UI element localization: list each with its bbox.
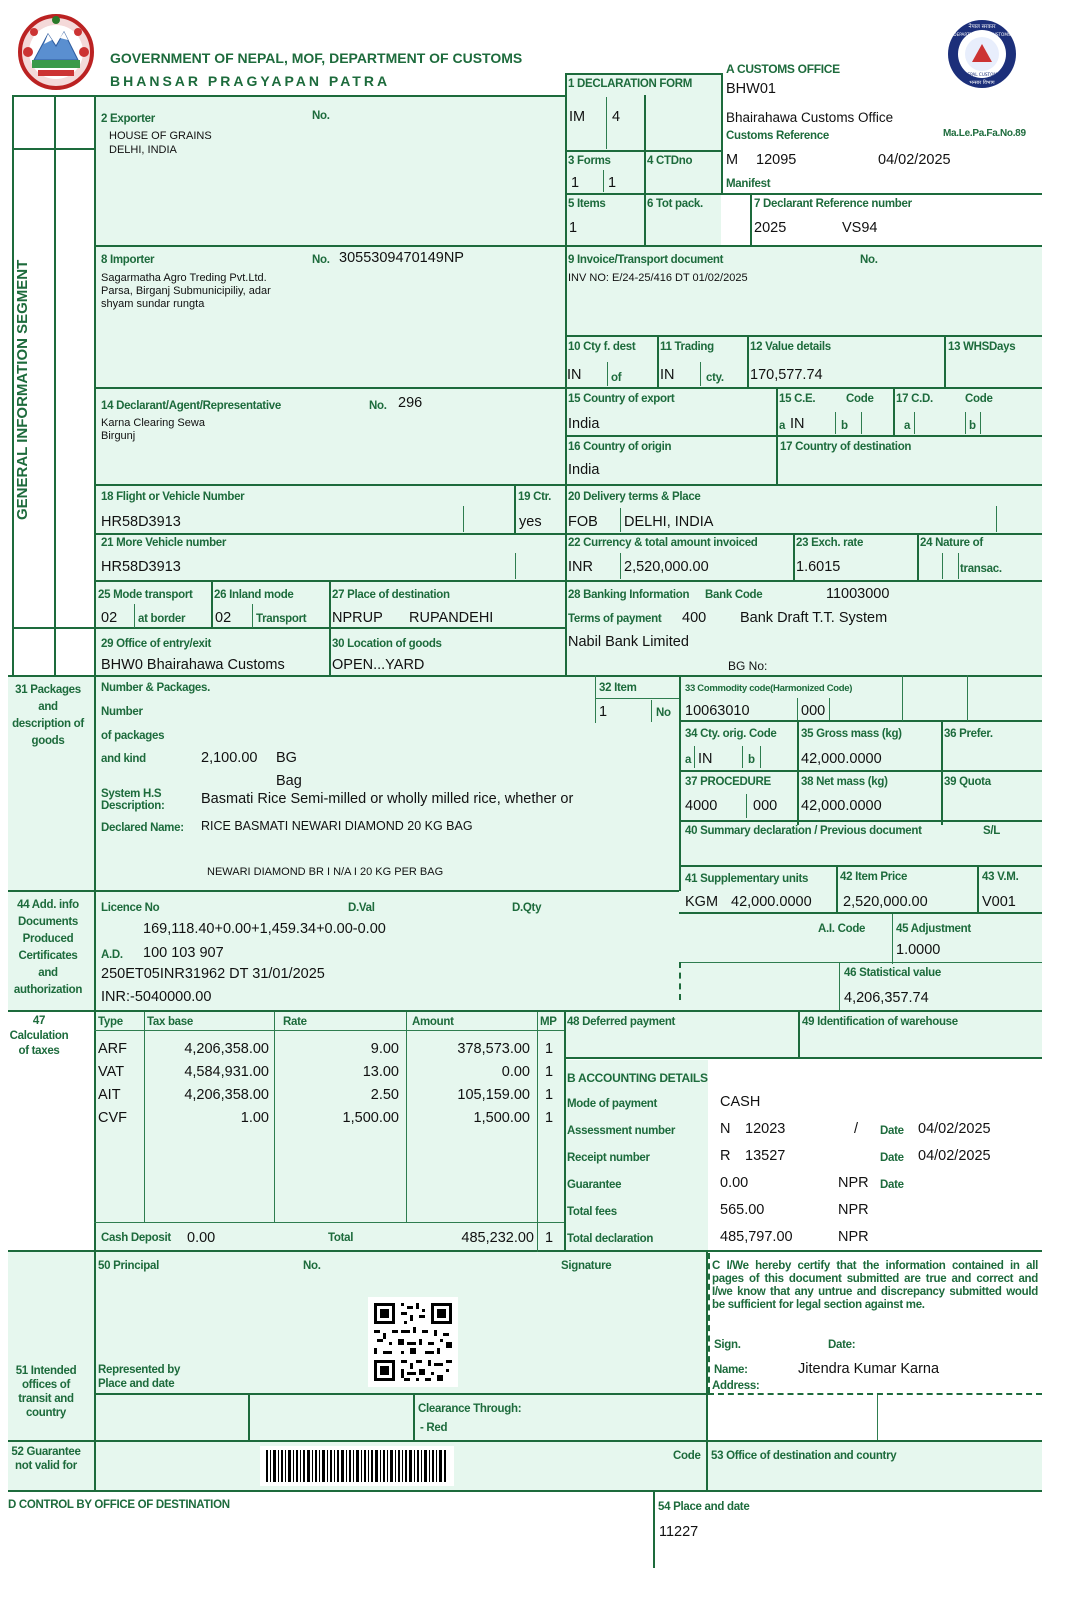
bank-code: 11003000 bbox=[826, 586, 890, 602]
place-destination-label: 27 Place of destination bbox=[332, 589, 450, 601]
general-segment-label: GENERAL INFORMATION SEGMENT bbox=[14, 259, 31, 520]
adjustment-label: 45 Adjustment bbox=[896, 923, 971, 935]
whs-days-label: 13 WHSDays bbox=[948, 341, 1016, 353]
country-origin: India bbox=[568, 462, 600, 478]
tax-header-type: Type bbox=[98, 1016, 123, 1028]
guarantee-date-label: Date bbox=[880, 1179, 904, 1191]
item-no-label: No bbox=[656, 707, 671, 719]
additional-info-label: 44 Add. info Documents Produced Certificates and authorization bbox=[13, 899, 83, 996]
terms-payment: Bank Draft T.T. System bbox=[740, 610, 888, 626]
invoice-label: 9 Invoice/Transport document bbox=[568, 254, 724, 266]
name-label: Name: bbox=[714, 1364, 748, 1376]
declared-name: RICE BASMATI NEWARI DIAMOND 20 KG BAG bbox=[201, 819, 473, 833]
exchange-rate: 1.6015 bbox=[796, 559, 841, 575]
office-entry-label: 29 Office of entry/exit bbox=[101, 638, 212, 650]
gross-mass: 42,000.0000 bbox=[801, 751, 882, 767]
declarant-label: 14 Declarant/Agent/Representative bbox=[101, 400, 281, 412]
location-goods-label: 30 Location of goods bbox=[332, 638, 442, 650]
tax-type: AIT bbox=[98, 1087, 121, 1103]
warehouse-label: 49 Identification of warehouse bbox=[802, 1016, 958, 1028]
origin-a-label: a bbox=[685, 754, 692, 766]
origin-code-label: 34 Cty. orig. Code bbox=[685, 728, 777, 740]
declaration-form-type: IM bbox=[569, 109, 586, 125]
value-details: 170,577.74 bbox=[750, 367, 823, 383]
tax-mp: 1 bbox=[545, 1110, 554, 1126]
place-destination-code: NPRUP bbox=[332, 610, 383, 626]
principal-no-label: No. bbox=[303, 1260, 321, 1272]
manifest-date: 04/02/2025 bbox=[878, 152, 951, 168]
reference-line: 250ET05INR31962 DT 31/01/2025 bbox=[101, 966, 325, 982]
value-details-label: 12 Value details bbox=[750, 341, 831, 353]
exporter-label: 2 Exporter bbox=[101, 113, 155, 125]
location-goods: OPEN...YARD bbox=[332, 657, 425, 673]
statistical-value: 4,206,357.74 bbox=[844, 990, 929, 1006]
tax-header-mp: MP bbox=[540, 1016, 557, 1028]
ce-a-label: a bbox=[779, 420, 786, 432]
supplementary-units-label: 41 Supplementary units bbox=[685, 873, 809, 885]
and-kind-label: and kind bbox=[101, 753, 146, 765]
tax-mp: 1 bbox=[545, 1041, 554, 1057]
declarant-reference-label: 7 Declarant Reference number bbox=[754, 198, 912, 210]
mode-transport: 02 bbox=[101, 610, 118, 626]
tax-base: 1.00 bbox=[240, 1110, 269, 1126]
inland-mode-label: 26 Inland mode bbox=[214, 589, 294, 601]
certification-text: C I/We hereby certify that the information contained in all pages of this document submitted are true and correct and I/we know that any untrue and discrepancy submitted would be sufficient for legal section against me. bbox=[712, 1260, 1038, 1311]
flight-label: 18 Flight or Vehicle Number bbox=[101, 491, 245, 503]
item-price: 2,520,000.00 bbox=[843, 894, 928, 910]
more-vehicle-number: HR58D3913 bbox=[101, 559, 181, 575]
preference-label: 36 Prefer. bbox=[944, 728, 993, 740]
assessment-slash: / bbox=[854, 1121, 859, 1137]
invoiced-amount: 2,520,000.00 bbox=[624, 559, 709, 575]
more-vehicle-label: 21 More Vehicle number bbox=[101, 537, 227, 549]
flight-number: HR58D3913 bbox=[101, 514, 181, 530]
nepal-emblem-logo bbox=[14, 12, 98, 92]
package-kind-code: BG bbox=[276, 750, 297, 766]
package-kind-name: Bag bbox=[276, 773, 302, 789]
receipt-type: R bbox=[720, 1148, 731, 1164]
tax-total-label: Total bbox=[328, 1232, 354, 1244]
declared-values-line: 169,118.40+0.00+1,459.34+0.00-0.00 bbox=[143, 921, 386, 937]
vm-value: V001 bbox=[982, 894, 1016, 910]
supplementary-quantity: 42,000.0000 bbox=[731, 894, 812, 910]
place-destination-name: RUPANDEHI bbox=[409, 610, 494, 626]
tax-type: ARF bbox=[98, 1041, 127, 1057]
guarantee-value: 0.00 bbox=[720, 1175, 749, 1191]
dval-label: D.Val bbox=[348, 902, 375, 914]
certifier-name: Jitendra Kumar Karna bbox=[798, 1361, 940, 1377]
declarant-no-label: No. bbox=[369, 400, 387, 412]
commodity-code-ext: 000 bbox=[801, 703, 826, 719]
address-label: Address: bbox=[712, 1380, 760, 1392]
cd-code-label: Code bbox=[965, 393, 993, 405]
manifest-type: M bbox=[726, 152, 739, 168]
item-price-label: 42 Item Price bbox=[840, 871, 908, 883]
declaration-form-number: 4 bbox=[612, 109, 621, 125]
represented-by-label: Represented by bbox=[98, 1364, 181, 1376]
ad-label: A.D. bbox=[101, 949, 123, 961]
delivery-term: FOB bbox=[568, 514, 598, 530]
forms-label: 3 Forms bbox=[568, 155, 611, 167]
signature-label: Signature bbox=[561, 1260, 612, 1272]
dqty-label: D.Qty bbox=[512, 902, 542, 914]
svg-text:NEPAL CUSTOMS: NEPAL CUSTOMS bbox=[964, 72, 1000, 77]
importer-number: 3055309470149NP bbox=[339, 250, 464, 266]
items-value: 1 bbox=[569, 220, 578, 236]
procedure-ext: 000 bbox=[753, 798, 778, 814]
of-label: of bbox=[611, 372, 622, 384]
container-value: yes bbox=[519, 514, 542, 530]
guarantee-not-valid-label: 52 Guarantee not valid for bbox=[11, 1446, 81, 1472]
transac-label: transac. bbox=[960, 563, 1002, 575]
importer-address: Parsa, Birganj Submunicipiliy, adar bbox=[101, 285, 271, 297]
payment-mode: CASH bbox=[720, 1094, 761, 1110]
country-export-label: 15 Country of export bbox=[568, 393, 675, 405]
tax-header-base: Tax base bbox=[147, 1016, 193, 1028]
assessment-date: 04/02/2025 bbox=[918, 1121, 991, 1137]
customs-office-label: A CUSTOMS OFFICE bbox=[726, 62, 840, 76]
quota-label: 39 Quota bbox=[944, 776, 991, 788]
forms-value-b: 1 bbox=[608, 175, 617, 191]
place-date-54-label: 54 Place and date bbox=[658, 1501, 750, 1513]
svg-text:DEPARTMENT OF CUSTOMS: DEPARTMENT OF CUSTOMS bbox=[953, 32, 1011, 37]
total-declaration-currency: NPR bbox=[838, 1229, 869, 1245]
supplementary-unit: KGM bbox=[685, 894, 719, 910]
clearance-label: Clearance Through: bbox=[418, 1403, 522, 1415]
receipt-number: 13527 bbox=[745, 1148, 786, 1164]
importer-no-label: No. bbox=[312, 254, 330, 266]
of-packages-label: of packages bbox=[101, 730, 165, 742]
summary-declaration-label: 40 Summary declaration / Previous document bbox=[685, 825, 922, 837]
origin-b-label: b bbox=[748, 754, 755, 766]
trading-value: IN bbox=[660, 367, 675, 383]
guarantee-label: Guarantee bbox=[567, 1179, 622, 1191]
declarant-reference-year: 2025 bbox=[754, 220, 787, 236]
exporter-address: DELHI, INDIA bbox=[109, 144, 177, 156]
payment-mode-label: Mode of payment bbox=[567, 1098, 658, 1110]
receipt-number-label: Receipt number bbox=[567, 1152, 650, 1164]
manifest-number: 12095 bbox=[756, 152, 797, 168]
customs-reference-code: Ma.Le.Pa.Fa.No.89 bbox=[943, 128, 1026, 139]
additional-description: NEWARI DIAMOND BR I N/A I 20 KG PER BAG bbox=[207, 866, 444, 878]
cd-a-label: a bbox=[904, 420, 911, 432]
tax-rate: 13.00 bbox=[362, 1064, 399, 1080]
customs-department-seal bbox=[946, 18, 1018, 90]
terms-payment-code: 400 bbox=[682, 610, 707, 626]
delivery-place: DELHI, INDIA bbox=[624, 514, 714, 530]
bank-name: Nabil Bank Limited bbox=[568, 634, 689, 650]
declarant-name: Karna Clearing Sewa bbox=[101, 417, 205, 429]
cash-deposit: 0.00 bbox=[187, 1230, 216, 1246]
clearance-value: - Red bbox=[420, 1422, 448, 1434]
number-packages-label: Number & Packages. bbox=[101, 682, 211, 694]
receipt-date-label: Date bbox=[880, 1152, 904, 1164]
delivery-terms-label: 20 Delivery terms & Place bbox=[568, 491, 701, 503]
vm-label: 43 V.M. bbox=[982, 871, 1019, 883]
assessment-number: 12023 bbox=[745, 1121, 786, 1137]
tax-calculation-label: 47 Calculation of taxes bbox=[9, 1015, 69, 1057]
forms-value-a: 1 bbox=[571, 175, 580, 191]
packages-description-label: 31 Packages and description of goods bbox=[12, 684, 84, 747]
cd-b-label: b bbox=[969, 420, 976, 432]
customs-reference-label: Customs Reference bbox=[726, 130, 829, 142]
sl-label: S/L bbox=[983, 825, 1000, 837]
total-declaration-label: Total declaration bbox=[567, 1233, 654, 1245]
invoice-value: INV NO: E/24-25/416 DT 01/02/2025 bbox=[568, 272, 748, 284]
barcode bbox=[260, 1446, 454, 1486]
tax-amount: 378,573.00 bbox=[457, 1041, 530, 1057]
inr-line: INR:-5040000.00 bbox=[101, 989, 212, 1005]
procedure-code: 4000 bbox=[685, 798, 718, 814]
importer-contact: shyam sundar rungta bbox=[101, 298, 205, 310]
assessment-number-label: Assessment number bbox=[567, 1125, 676, 1137]
trading-label: 11 Trading bbox=[660, 341, 714, 353]
importer-name: Sagarmatha Agro Treding Pvt.Ltd. bbox=[101, 272, 267, 284]
ctdno-label: 4 CTDno bbox=[647, 155, 693, 167]
sign-date-label: Date: bbox=[828, 1339, 856, 1351]
inland-mode: 02 bbox=[215, 610, 232, 626]
ai-code-label: A.I. Code bbox=[818, 923, 866, 935]
tax-mp: 1 bbox=[545, 1064, 554, 1080]
tax-header-amount: Amount bbox=[412, 1016, 454, 1028]
country-origin-label: 16 Country of origin bbox=[568, 441, 672, 453]
net-mass: 42,000.0000 bbox=[801, 798, 882, 814]
banking-info-label: 28 Banking Information bbox=[568, 589, 690, 601]
ce-b-label: b bbox=[841, 420, 848, 432]
country-destination-17-label: 17 Country of destination bbox=[780, 441, 912, 453]
total-fees: 565.00 bbox=[720, 1202, 765, 1218]
procedure-label: 37 PROCEDURE bbox=[685, 776, 771, 788]
container-label: 19 Ctr. bbox=[518, 491, 552, 503]
title-line-1: GOVERNMENT OF NEPAL, MOF, DEPARTMENT OF CUSTOMS bbox=[110, 50, 523, 66]
total-fees-label: Total fees bbox=[567, 1206, 617, 1218]
tax-header-rate: Rate bbox=[283, 1016, 307, 1028]
commodity-code-label: 33 Commodity code(Harmonized Code) bbox=[685, 683, 853, 694]
ad-value: 100 103 907 bbox=[143, 945, 224, 961]
ce-code-label: Code bbox=[846, 393, 874, 405]
customs-office-code: BHW01 bbox=[726, 81, 776, 97]
ce-label: 15 C.E. bbox=[779, 393, 816, 405]
item-number: 1 bbox=[599, 704, 608, 720]
country-destination-value: IN bbox=[567, 367, 582, 383]
qr-code bbox=[368, 1297, 458, 1387]
currency-label: 22 Currency & total amount invoiced bbox=[568, 537, 758, 549]
declared-name-label: Declared Name: bbox=[101, 822, 184, 834]
declarant-number: 296 bbox=[398, 395, 423, 411]
country-export: India bbox=[568, 416, 600, 432]
tax-base: 4,206,358.00 bbox=[184, 1041, 269, 1057]
cty-label: cty. bbox=[706, 372, 724, 384]
invoice-no-label: No. bbox=[860, 254, 878, 266]
tax-amount: 1,500.00 bbox=[473, 1110, 530, 1126]
transport-label: Transport bbox=[256, 613, 307, 625]
tax-type: VAT bbox=[98, 1064, 125, 1080]
declarant-city: Birgunj bbox=[101, 430, 136, 442]
hs-description: Basmati Rice Semi-milled or wholly milled rice, whether or bbox=[201, 791, 574, 807]
tax-rate: 1,500.00 bbox=[342, 1110, 399, 1126]
total-fees-currency: NPR bbox=[838, 1202, 869, 1218]
deferred-payment-label: 48 Deferred payment bbox=[567, 1016, 676, 1028]
office-entry: BHW0 Bhairahawa Customs bbox=[101, 657, 285, 673]
importer-label: 8 Importer bbox=[101, 254, 155, 266]
tax-amount: 0.00 bbox=[501, 1064, 530, 1080]
ce-a-value: IN bbox=[790, 416, 805, 432]
declarant-reference-number: VS94 bbox=[842, 220, 878, 236]
tax-total-mp: 1 bbox=[545, 1230, 554, 1246]
tax-rate: 2.50 bbox=[370, 1087, 399, 1103]
package-quantity: 2,100.00 bbox=[201, 750, 258, 766]
tax-mp: 1 bbox=[545, 1087, 554, 1103]
item-label: 32 Item bbox=[599, 682, 637, 694]
customs-office-name: Bhairahawa Customs Office bbox=[726, 110, 894, 125]
tax-rate: 9.00 bbox=[370, 1041, 399, 1057]
tax-base: 4,206,358.00 bbox=[184, 1087, 269, 1103]
tax-base: 4,584,931.00 bbox=[184, 1064, 269, 1080]
assessment-date-label: Date bbox=[880, 1125, 904, 1137]
mode-transport-label: 25 Mode transport bbox=[98, 589, 193, 601]
accounting-details-label: B ACCOUNTING DETAILS bbox=[567, 1071, 708, 1085]
customs-declaration-page bbox=[8, 0, 1055, 1568]
office-destination-label: 53 Office of destination and country bbox=[711, 1450, 897, 1462]
declaration-form-label: 1 DECLARATION FORM bbox=[568, 78, 693, 90]
exporter-no-label: No. bbox=[312, 110, 330, 122]
nature-label: 24 Nature of bbox=[920, 537, 983, 549]
guarantee-currency: NPR bbox=[838, 1175, 869, 1191]
bg-no-label: BG No: bbox=[728, 659, 768, 673]
intended-offices-label: 51 Intended offices of transit and country bbox=[15, 1365, 77, 1419]
number-label: Number bbox=[101, 706, 143, 718]
adjustment-value: 1.0000 bbox=[896, 942, 941, 958]
cash-deposit-label: Cash Deposit bbox=[101, 1232, 171, 1244]
svg-text:नेपाल सरकार: नेपाल सरकार bbox=[968, 24, 996, 30]
commodity-code: 10063010 bbox=[685, 703, 750, 719]
exporter-name: HOUSE OF GRAINS bbox=[109, 130, 212, 142]
assessment-type: N bbox=[720, 1121, 731, 1137]
total-declaration: 485,797.00 bbox=[720, 1229, 793, 1245]
svg-text:भन्सार विभाग: भन्सार विभाग bbox=[969, 80, 995, 86]
place-date-label: Place and date bbox=[98, 1378, 175, 1390]
total-packages-label: 6 Tot pack. bbox=[647, 198, 703, 210]
tax-type: CVF bbox=[98, 1110, 127, 1126]
receipt-date: 04/02/2025 bbox=[918, 1148, 991, 1164]
bank-code-label: Bank Code bbox=[705, 589, 763, 601]
country-destination-label: 10 Cty f. dest bbox=[568, 341, 636, 353]
gross-mass-label: 35 Gross mass (kg) bbox=[801, 728, 902, 740]
exchange-rate-label: 23 Exch. rate bbox=[796, 537, 864, 549]
manifest-label: Manifest bbox=[726, 178, 771, 190]
net-mass-label: 38 Net mass (kg) bbox=[801, 776, 888, 788]
currency-code: INR bbox=[568, 559, 593, 575]
cd-label: 17 C.D. bbox=[896, 393, 933, 405]
at-border-label: at border bbox=[138, 613, 186, 625]
principal-label: 50 Principal bbox=[98, 1260, 159, 1272]
control-destination-label: D CONTROL BY OFFICE OF DESTINATION bbox=[8, 1499, 230, 1511]
statistical-value-label: 46 Statistical value bbox=[844, 967, 941, 979]
items-label: 5 Items bbox=[568, 198, 606, 210]
footer-code-label: Code bbox=[673, 1450, 701, 1462]
tax-total: 485,232.00 bbox=[461, 1230, 534, 1246]
licence-label: Licence No bbox=[101, 902, 160, 914]
sign-label: Sign. bbox=[714, 1339, 741, 1351]
title-line-2: BHANSAR PRAGYAPAN PATRA bbox=[110, 73, 391, 89]
tax-amount: 105,159.00 bbox=[457, 1087, 530, 1103]
hs-description-label: System H.S Description: bbox=[101, 788, 165, 812]
place-date-54-value: 11227 bbox=[659, 1524, 699, 1540]
origin-a-value: IN bbox=[698, 751, 713, 767]
terms-payment-label: Terms of payment bbox=[568, 613, 662, 625]
